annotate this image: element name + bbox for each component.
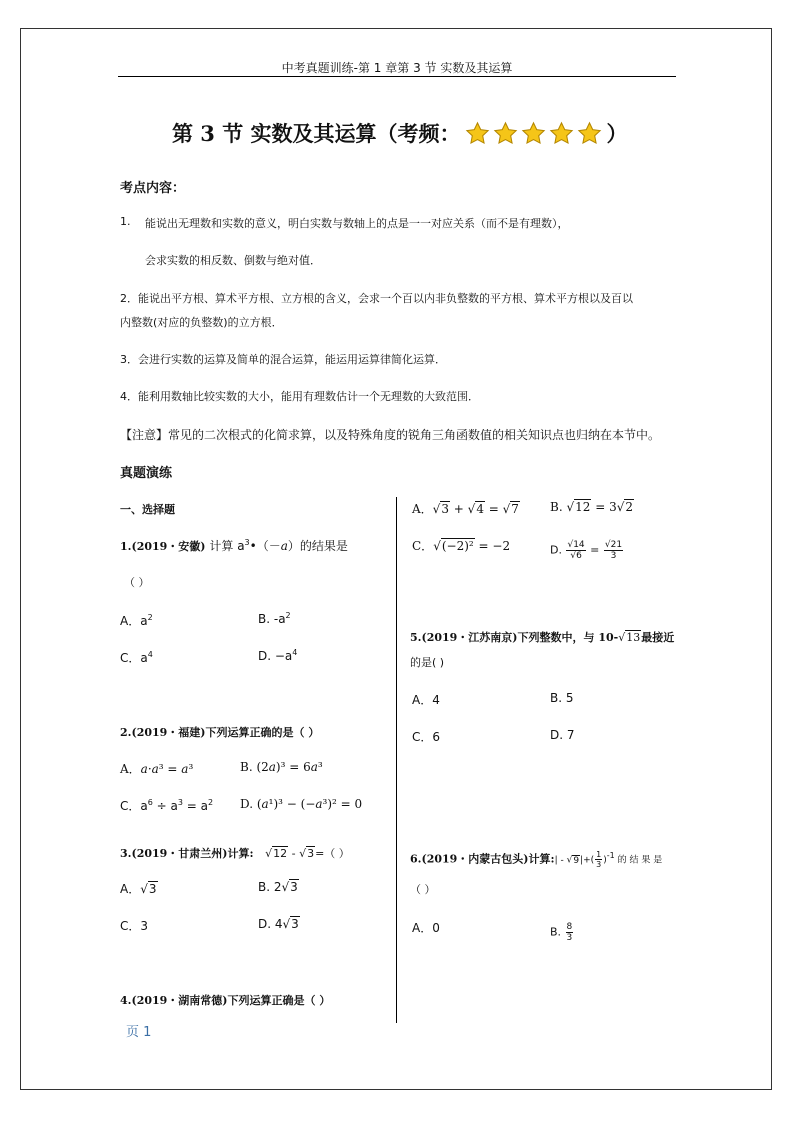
q3-option-c[interactable]: C．3 — [120, 919, 149, 933]
q1-option-b[interactable] — [258, 612, 291, 626]
q2-stem: 2.(2019・福建)下列运算正确的是（ ） — [120, 726, 320, 739]
q6-abs-close: |+( — [580, 855, 595, 866]
q1-d-exp: 4 — [292, 648, 298, 657]
title-close: ） — [606, 121, 628, 146]
q2-c-exp2: 3 — [177, 798, 183, 807]
q1-b-exp: 2 — [285, 611, 291, 620]
q1-answer-paren: （ ） — [124, 576, 150, 589]
q6-answer-paren: （ ） — [410, 883, 436, 896]
q6-source: 6.(2019・内蒙古包头)计算: — [410, 852, 555, 866]
q3-rad2: 3 — [307, 847, 315, 860]
q4-b-mid: = 3 — [591, 500, 617, 514]
q3-option-d[interactable]: D. 4√3 — [258, 917, 299, 931]
q4-c-text: C． — [412, 539, 434, 553]
q5-stem: 5.(2019・江苏南京)下列整数中，与 10-√13最接近 — [410, 631, 675, 644]
q1-d-text: D. −a — [258, 649, 293, 663]
q5-stem-a: 5.(2019・江苏南京)下列整数中，与 10- — [410, 631, 619, 644]
key-points-heading: 考点内容： — [120, 181, 186, 196]
running-header: 中考真题训练-第 1 章第 3 节 实数及其运算 — [281, 61, 513, 75]
q1-option-a[interactable] — [120, 612, 153, 629]
q6-exp: -1 — [606, 850, 615, 860]
q3-d-text: D. 4 — [258, 917, 283, 931]
practice-heading: 真题演练 — [120, 466, 173, 481]
q1-c-exp: 4 — [147, 650, 153, 659]
star-icon — [521, 121, 546, 146]
q1-stem-var: a — [280, 539, 288, 553]
star-icon — [577, 121, 602, 146]
q1-stem-text: 计算 — [209, 539, 234, 553]
q1-stem — [120, 537, 348, 554]
q4-option-b[interactable]: B. √12 = 3√2 — [550, 500, 634, 514]
q3-b-text: B. 2 — [258, 880, 282, 894]
q6-b-num: 8 — [566, 922, 573, 932]
page-title — [172, 118, 628, 148]
q4-d-num1: √14 — [567, 540, 585, 550]
q4-d-den1: √6 — [570, 551, 582, 561]
key-point-1-line-1: 能说出无理数和实数的意义，明白实数与数轴上的点是一一对应关系（而不是有理数）， — [145, 217, 569, 230]
q1-option-c[interactable] — [120, 649, 153, 666]
q2-option-d[interactable]: D. (𝑎¹)³ − (−𝑎³)² = 0 — [240, 797, 363, 811]
q2-option-a[interactable]: A．𝑎·𝑎³ = 𝑎³ — [120, 762, 194, 776]
q3-stem: 3.(2019・甘肃兰州)计算: √12 - √3=（ ） — [120, 847, 350, 860]
q2-c-exp3: 2 — [208, 798, 214, 807]
q3-b-rad: 3 — [290, 880, 298, 894]
q3-a-rad: 3 — [148, 882, 157, 896]
q4-option-a[interactable]: A．√3 + √4 = √7 — [412, 502, 519, 516]
key-point-2-line-1: 2．能说出平方根、算术平方根、立方根的含义，会求一个百以内非负整数的平方根、算术平方根以及百以 — [120, 292, 633, 305]
column-divider — [396, 497, 397, 1023]
q5-stem-b: 最接近 — [641, 631, 675, 644]
q4-b-r1: 12 — [575, 500, 591, 514]
q4-d-num2: √21 — [604, 540, 623, 550]
q1-a-exp: 2 — [147, 613, 153, 622]
q3-a-text: A． — [120, 882, 141, 896]
q3-d-rad: 3 — [291, 917, 299, 931]
q3-option-a[interactable]: A．√3 — [120, 882, 157, 896]
section-heading: 一、选择题 — [120, 503, 175, 516]
q5-rad: 13 — [626, 631, 641, 644]
q3-option-b[interactable]: B. 2√3 — [258, 880, 298, 894]
q4-b-text: B. — [550, 500, 563, 514]
q4-stem: 4.(2019・湖南常德)下列运算正确是（ ） — [120, 994, 331, 1007]
q4-option-d[interactable]: D. $\frac{√14}{√6}$ = $\frac{√21}{3}$ — [550, 540, 623, 561]
q2-c-exp1: 6 — [147, 798, 153, 807]
q1-c-text: C．a — [120, 651, 148, 665]
q5-option-c[interactable]: C．6 — [412, 730, 441, 744]
q2-c-text: C．a — [120, 799, 148, 813]
q1-stem-a: a — [237, 539, 245, 553]
q4-a-r3: 7 — [511, 502, 519, 516]
key-point-2-line-2: 内整数(对应的负整数)的立方根． — [120, 316, 283, 329]
star-icon — [549, 121, 574, 146]
key-point-4: 4．能利用数轴比较实数的大小，能用有理数估计一个无理数的大致范围． — [120, 390, 479, 403]
q1-stem-tail: ）的结果是 — [287, 539, 348, 553]
q6-rad: 9 — [573, 855, 580, 866]
q1-stem-op: •（－ — [249, 539, 281, 553]
q2-option-c[interactable] — [120, 797, 213, 814]
header-rule — [118, 76, 676, 77]
q4-a-r1: 3 — [441, 502, 449, 516]
q5-option-b[interactable]: B. 5 — [550, 691, 574, 705]
key-point-1-number: 1. — [120, 215, 131, 228]
q6-paren-close: ) — [603, 855, 607, 866]
q1-a-text: A．a — [120, 614, 148, 628]
q4-d-text: D. — [550, 543, 562, 557]
q3-minus: - — [288, 847, 300, 860]
q1-stem-exp: 3 — [244, 538, 250, 547]
q3-source: 3.(2019・甘肃兰州)计算: — [120, 847, 254, 860]
q6-b-den: 3 — [566, 933, 573, 943]
q2-option-b[interactable]: B. (2𝑎)³ = 6𝑎³ — [240, 760, 323, 774]
q4-c-tail: = −2 — [474, 539, 511, 553]
q1-source: 1.(2019・安徽) — [120, 540, 206, 553]
q4-c-rad: (−2)² — [441, 539, 474, 553]
page-number: 页 1 — [126, 1025, 152, 1040]
key-point-3: 3．会进行实数的运算及简单的混合运算，能运用运算律简化运算． — [120, 353, 446, 366]
q4-option-c[interactable]: C．√(−2)² = −2 — [412, 539, 511, 553]
q6-option-a[interactable]: A．0 — [412, 921, 440, 935]
q2-c-eq: = a — [182, 799, 209, 813]
q4-a-r2: 4 — [476, 502, 484, 516]
q5-option-d[interactable]: D. 7 — [550, 728, 575, 742]
q6-option-b[interactable] — [550, 922, 574, 943]
q1-option-d[interactable] — [258, 649, 297, 663]
q6-abs-open: | - — [554, 855, 567, 866]
star-icon — [465, 121, 490, 146]
q1-b-text: B. -a — [258, 612, 286, 626]
q6-frac-den: 3 — [596, 860, 602, 869]
q5-option-a[interactable]: A．4 — [412, 693, 440, 707]
q2-c-mid: ÷ a — [152, 799, 178, 813]
q6-frac-num: 1 — [596, 850, 602, 859]
q4-b-r2: 2 — [625, 500, 634, 514]
star-icon — [493, 121, 518, 146]
q4-a-text: A． — [412, 502, 433, 516]
note: 【注意】常见的二次根式的化简求算，以及特殊角度的锐角三角函数值的相关知识点也归纳在本节中。 — [120, 428, 661, 442]
frequency-stars — [465, 121, 605, 146]
title-text: 第 3 节 实数及其运算（考频： — [172, 121, 461, 146]
q6-tail: 的 结 果 是 — [614, 855, 663, 866]
q3-rad1: 12 — [273, 847, 288, 860]
q3-tail: =（ ） — [315, 847, 350, 860]
q6-stem: 6.(2019・内蒙古包头)计算:| - √9|+( $\frac{1}{3}$ )$^{-1}$ 的 结 果 是 — [410, 850, 663, 869]
key-point-1-line-2: 会求实数的相反数、倒数与绝对值． — [145, 254, 321, 267]
q6-b-text: B. — [550, 925, 562, 939]
q4-d-den2: 3 — [610, 551, 617, 561]
q5-stem-line-2: 的是( ) — [410, 656, 445, 669]
